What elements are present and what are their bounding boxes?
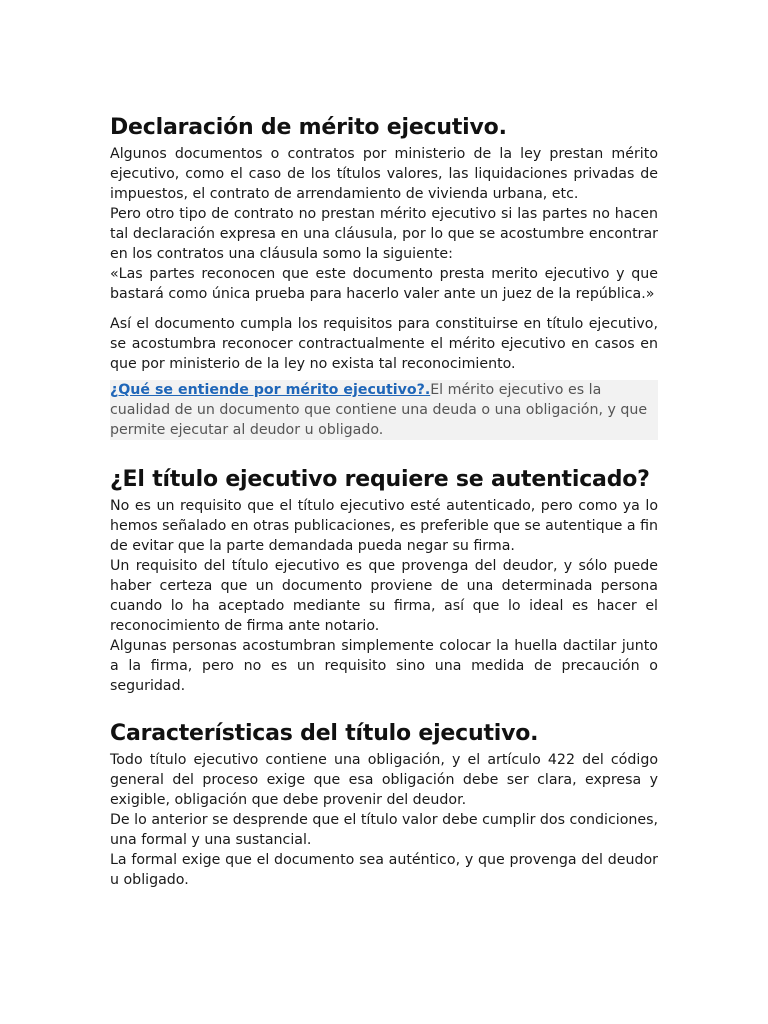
paragraph: Un requisito del título ejecutivo es que provenga del deudor, y sólo puede haber certeza que un documento proviene de una determinada persona cuando lo ha aceptado mediante su firma, así que lo ideal es hacer el reconocimiento de firma ante notario. (110, 558, 658, 634)
callout-link[interactable]: ¿Qué se entiende por mérito ejecutivo?. (110, 382, 431, 398)
paragraph: Todo título ejecutivo contiene una obligación, y el artículo 422 del código general del proceso exige que esa obligación debe ser clara, expresa y exigible, obligación que debe provenir del deudor. (110, 752, 658, 808)
document-page (110, 112, 658, 890)
paragraph: Algunas personas acostumbran simplemente colocar la huella dactilar junto a la firma, pero no es un requisito sino una medida de precaución o seguridad. (110, 638, 658, 694)
callout-text (110, 380, 658, 440)
section-heading: Declaración de mérito ejecutivo. (110, 115, 507, 140)
section-merito-ejecutivo (110, 112, 658, 440)
paragraph: Algunos documentos o contratos por ministerio de la ley prestan mérito ejecutivo, como el caso de los títulos valores, las liquidaciones privadas de impuestos, el contrato de arrendamiento de vivienda urbana, etc. (110, 146, 658, 202)
section-autenticado (110, 464, 658, 696)
paragraph: No es un requisito que el título ejecutivo esté autenticado, pero como ya lo hemos señalado en otras publicaciones, es preferible que se autentique a fin de evitar que la parte demandada pueda negar su firma. (110, 498, 658, 554)
section-caracteristicas (110, 718, 658, 890)
paragraph: Pero otro tipo de contrato no prestan mérito ejecutivo si las partes no hacen tal declaración expresa en una cláusula, por lo que se acostumbre encontrar en los contratos una cláusula somo la siguiente: (110, 206, 658, 262)
quote-paragraph: «Las partes reconocen que este documento presta merito ejecutivo y que bastará como única prueba para hacerlo valer ante un juez de la república.» (110, 266, 658, 302)
section-heading: ¿El título ejecutivo requiere se autenticado? (110, 467, 650, 492)
section-heading: Características del título ejecutivo. (110, 721, 539, 746)
callout-body: El mérito ejecutivo es la cualidad de un documento que contiene una deuda o una obligación, y que permite ejecutar al deudor u obligado. (110, 382, 648, 438)
paragraph: Así el documento cumpla los requisitos para constituirse en título ejecutivo, se acostumbra reconocer contractualmente el mérito ejecutivo en casos en que por ministerio de la ley no exista tal reconocimiento. (110, 316, 658, 372)
paragraph: La formal exige que el documento sea auténtico, y que provenga del deudor u obligado. (110, 852, 658, 888)
paragraph: De lo anterior se desprende que el título valor debe cumplir dos condiciones, una formal y una sustancial. (110, 812, 658, 848)
callout-box (110, 380, 658, 440)
